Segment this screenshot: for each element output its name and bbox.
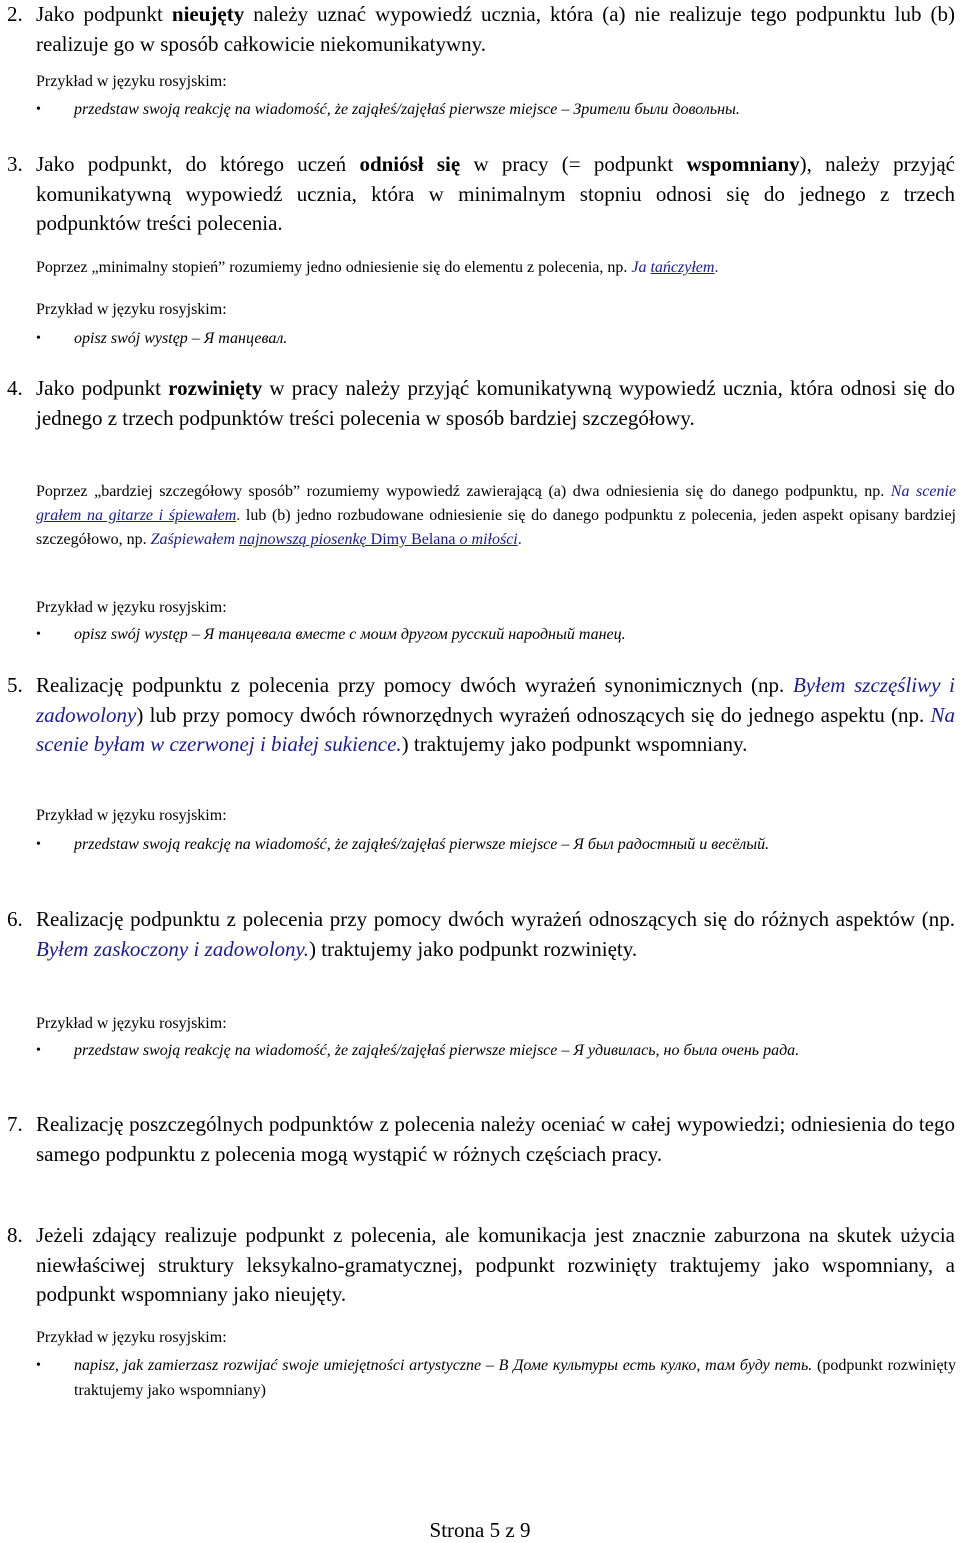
- example-bullet: • przedstaw swoją reakcję na wiadomość, że zająłeś/zajęłaś pierwsze miejsce – Я был радостный и весёлый.: [36, 832, 956, 857]
- item-number: 8.: [7, 1223, 23, 1247]
- example-label: Przykład w języku rosyjskim:: [36, 301, 227, 318]
- example-bullet: • przedstaw swoją reakcję na wiadomość, że zająłeś/zajęłaś pierwsze miejsce – Я удивилась, но была очень рада.: [36, 1038, 956, 1063]
- bullet-icon: •: [36, 1043, 41, 1058]
- item-number: 3.: [7, 152, 23, 176]
- example-label: Przykład w języku rosyjskim:: [36, 1329, 227, 1346]
- item-text: Jako podpunkt rozwinięty w pracy należy przyjąć komunikatywną wypowiedź ucznia, która odnosi się do jednego z trzech podpunktów treści polecenia w sposób bardziej szczegółowy.: [36, 376, 955, 430]
- item-text: Jako podpunkt, do którego uczeń odniósł się w pracy (= podpunkt wspomniany), należy przyjąć komunikatywną wypowiedź ucznia, która w minimalnym stopniu odnosi się do jednego z trzech podpunktów treści polecenia.: [36, 152, 955, 235]
- definition-note: Poprzez „minimalny stopień” rozumiemy jedno odniesienie się do elementu z polecenia, np. Ja tańczyłem.: [36, 259, 719, 276]
- bullet-icon: •: [36, 331, 41, 346]
- bullet-icon: •: [36, 102, 41, 117]
- item-number: 7.: [7, 1112, 23, 1136]
- item-text: Jeżeli zdający realizuje podpunkt z polecenia, ale komunikacja jest znacznie zaburzona na skutek użycia niewłaściwej struktury leksykalno-gramatycznej, podpunkt rozwinięty traktujemy jako wspomniany, a podpunkt wspomniany jako nieujęty.: [36, 1223, 955, 1306]
- bullet-icon: •: [36, 837, 41, 852]
- bullet-icon: •: [36, 1358, 41, 1373]
- item-number: 4.: [7, 376, 23, 400]
- item-number: 5.: [7, 673, 23, 697]
- bold-term: nieujęty: [171, 2, 245, 26]
- example-bullet: • przedstaw swoją reakcję na wiadomość, że zająłeś/zajęłaś pierwsze miejsce – Зрители были довольны.: [36, 97, 956, 122]
- example-label: Przykład w języku rosyjskim:: [36, 807, 227, 824]
- definition-note: Poprzez „bardziej szczegółowy sposób” rozumiemy wypowiedź zawierającą (a) dwa odniesienia się do danego podpunktu, np. Na scenie grałem na gitarze i śpiewałem. lub (b) jedno rozbudowane odniesienie się do danego podpunktu z polecenia, jeden aspekt opisany bardziej szczegółowo, np. Zaśpiewałem najnowszą piosenkę Dimy Belana o miłości.: [36, 483, 957, 548]
- bold-term: wspomniany: [686, 152, 800, 176]
- example-bullet: • opisz swój występ – Я танцевала вместе с моим другом русский народный танец.: [36, 622, 956, 647]
- example-bullet: • opisz swój występ – Я танцевал.: [36, 326, 956, 351]
- example-label: Przykład w języku rosyjskim:: [36, 73, 227, 90]
- page-footer: Strona 5 z 9: [429, 1518, 531, 1542]
- rule-item-5: [7, 671, 955, 760]
- rule-item-4: [7, 374, 955, 433]
- example-label: Przykład w języku rosyjskim:: [36, 599, 227, 616]
- item-number: 2.: [7, 2, 23, 26]
- example-label: Przykład w języku rosyjskim:: [36, 1015, 227, 1032]
- bold-term: odniósł się: [359, 152, 461, 176]
- rule-item-8: [7, 1221, 955, 1310]
- rule-item-3: [7, 150, 955, 239]
- rule-item-2: [7, 0, 955, 59]
- item-number: 6.: [7, 907, 23, 931]
- bold-term: rozwinięty: [168, 376, 263, 400]
- item-text: Realizację podpunktu z polecenia przy pomocy dwóch wyrażeń synonimicznych (np. Byłem szczęśliwy i zadowolony) lub przy pomocy dwóch równorzędnych wyrażeń odnoszących się do jednego aspektu (np. Na scenie byłam w czerwonej i białej sukience.) traktujemy jako podpunkt wspomniany.: [36, 673, 955, 756]
- example-bullet: • napisz, jak zamierzasz rozwijać swoje umiejętności artystyczne – В Доме культуры есть кулко, там буду петь. (podpunkt rozwinięty traktujemy jako wspomniany): [36, 1353, 956, 1403]
- bullet-icon: •: [36, 627, 41, 642]
- item-text: Realizację poszczególnych podpunktów z polecenia należy oceniać w całej wypowiedzi; odniesienia do tego samego podpunktu z polecenia mogą wystąpić w różnych częściach pracy.: [36, 1112, 955, 1166]
- item-text: Jako podpunkt nieujęty należy uznać wypowiedź ucznia, która (a) nie realizuje tego podpunktu lub (b) realizuje go w sposób całkowicie niekomunikatywny.: [36, 2, 955, 56]
- item-text: Realizację podpunktu z polecenia przy pomocy dwóch wyrażeń odnoszących się do różnych aspektów (np. Byłem zaskoczony i zadowolony.) traktujemy jako podpunkt rozwinięty.: [36, 907, 955, 961]
- rule-item-7: [7, 1110, 955, 1169]
- rule-item-6: [7, 905, 955, 964]
